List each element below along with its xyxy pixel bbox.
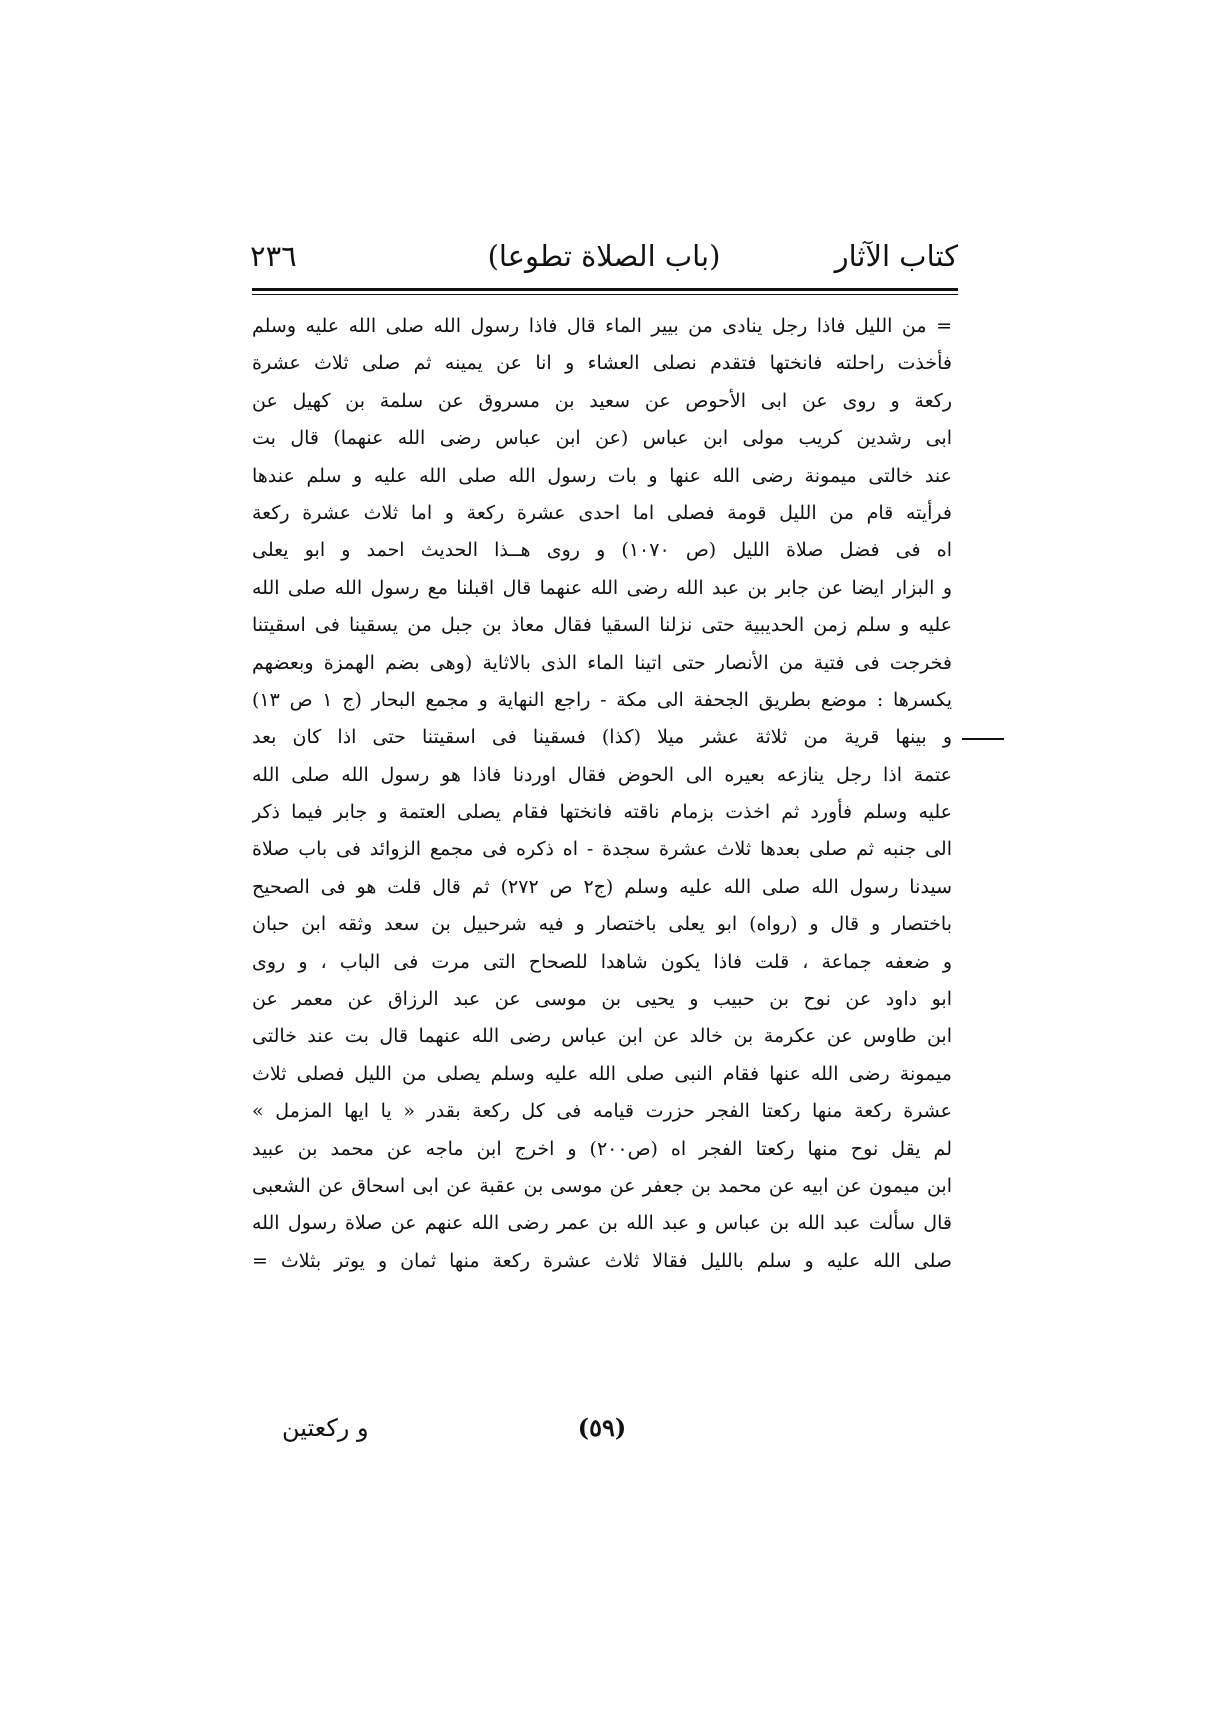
text-line: قال سألت عبد الله بن عباس و عبد الله بن عمر رضى الله عنهم عن صلاة رسول الله (252, 1212, 952, 1235)
body-text (252, 308, 952, 1280)
text-line: عليه و سلم زمن الحديبية حتى نزلنا السقيا فقال معاذ بن جبل من يسقينا فى اسقيتنا (252, 614, 952, 637)
text-line: فأخذت راحلته فانختها فتقدم نصلى العشاء و انا عن يمينه ثم صلى ثلاث عشرة (252, 352, 952, 375)
text-line: لم يقل نوح منها ركعتا الفجر اه (ص٢٠٠) و اخرج ابن ماجه عن محمد بن عبيد (252, 1137, 952, 1160)
text-line: ميمونة رضى الله عنها فقام النبى صلى الله عليه وسلم يصلى من الليل فصلى ثلاث (252, 1062, 952, 1085)
text-line: و ضعفه جماعة ، قلت فاذا يكون شاهدا للصحاح التى مرت فى الباب ، و روى (252, 950, 952, 973)
text-line: عليه وسلم فأورد ثم اخذت بزمام ناقته فانختها فقام يصلى العتمة و جابر فيما ذكر (252, 801, 952, 824)
text-line: عتمة اذا رجل ينازعه بعيره الى الحوض فقال اوردنا فاذا هو رسول الله صلى الله (252, 763, 952, 786)
text-line: عند خالتى ميمونة رضى الله عنها و بات رسول الله صلى الله عليه و سلم عندها (252, 464, 952, 487)
text-line: فخرجت فى فتية من الأنصار حتى اتينا الماء الذى بالاثاية (وهى بضم الهمزة وبعضهم (252, 651, 952, 674)
header-rule-thin (252, 294, 958, 295)
header-rule-thick (252, 288, 958, 291)
text-line: سيدنا رسول الله صلى الله عليه وسلم (ج٢ ص ٢٧٢) ثم قال قلت هو فى الصحيح (252, 875, 952, 898)
text-line: فرأيته قام من الليل قومة فصلى اما احدى عشرة ركعة و اما ثلاث عشرة ركعة (252, 501, 952, 524)
text-line: و البزار ايضا عن جابر بن عبد الله رضى الله عنهما قال اقبلنا مع رسول الله صلى الله (252, 576, 952, 599)
text-line: ابو داود عن نوح بن حبيب و يحيى بن موسى عن عبد الرزاق عن معمر عن (252, 988, 952, 1011)
text-line: ابن طاوس عن عكرمة بن خالد عن ابن عباس رضى الله عنهما قال بت عند خالتى (252, 1025, 952, 1048)
page-number: ٢٣٦ (250, 239, 297, 273)
signature-number: (٥٩) (577, 1413, 627, 1442)
text-line: صلى الله عليه و سلم بالليل فقالا ثلاث عشرة ركعة منها ثمان و يوتر بثلاث = (252, 1249, 952, 1272)
text-line: = من الليل فاذا رجل ينادى من بيير الماء قال فاذا رسول الله صلى الله عليه وسلم (252, 315, 952, 337)
text-line: ابى رشدين كريب مولى ابن عباس (عن ابن عباس رضى الله عنهما) قال بت (252, 427, 952, 450)
page-footer (252, 1408, 952, 1452)
text-line: الى جنبه ثم صلى بعدها ثلاث عشرة سجدة - اه ذكره فى مجمع الزوائد فى باب صلاة (252, 838, 952, 861)
text-line: عشرة ركعة منها ركعتا الفجر حزرت قيامه فى كل ركعة بقدر « يا ايها المزمل » (252, 1100, 952, 1123)
book-title: كتاب الآثار (834, 239, 958, 273)
text-line: و بينها قرية من ثلاثة عشر ميلا (كذا) فسقينا فى اسقيتنا حتى اذا كان بعد (252, 726, 952, 749)
running-header (250, 236, 958, 284)
catchword: و ركعتين (282, 1414, 369, 1442)
chapter-title: (باب الصلاة تطوعا) (487, 239, 721, 273)
text-line: يكسرها : موضع بطريق الجحفة الى مكة - راجع النهاية و مجمع البحار (ج ١ ص ١٣) (252, 688, 952, 711)
text-line: ركعة و روى عن ابى الأحوص عن سعيد بن مسروق عن سلمة بن كهيل عن (252, 389, 952, 412)
text-line: باختصار و قال و (رواه) ابو يعلى باختصار و فيه شرحبيل بن سعد وثقه ابن حبان (252, 913, 952, 936)
text-line: ابن ميمون عن ابيه عن محمد بن جعفر عن موسى بن عقبة عن ابى اسحاق عن الشعبى (252, 1174, 952, 1197)
text-line: اه فى فضل صلاة الليل (ص ١٠٧٠) و روى هــذا الحديث احمد و ابو يعلى (252, 539, 952, 562)
margin-dash (962, 738, 1004, 740)
